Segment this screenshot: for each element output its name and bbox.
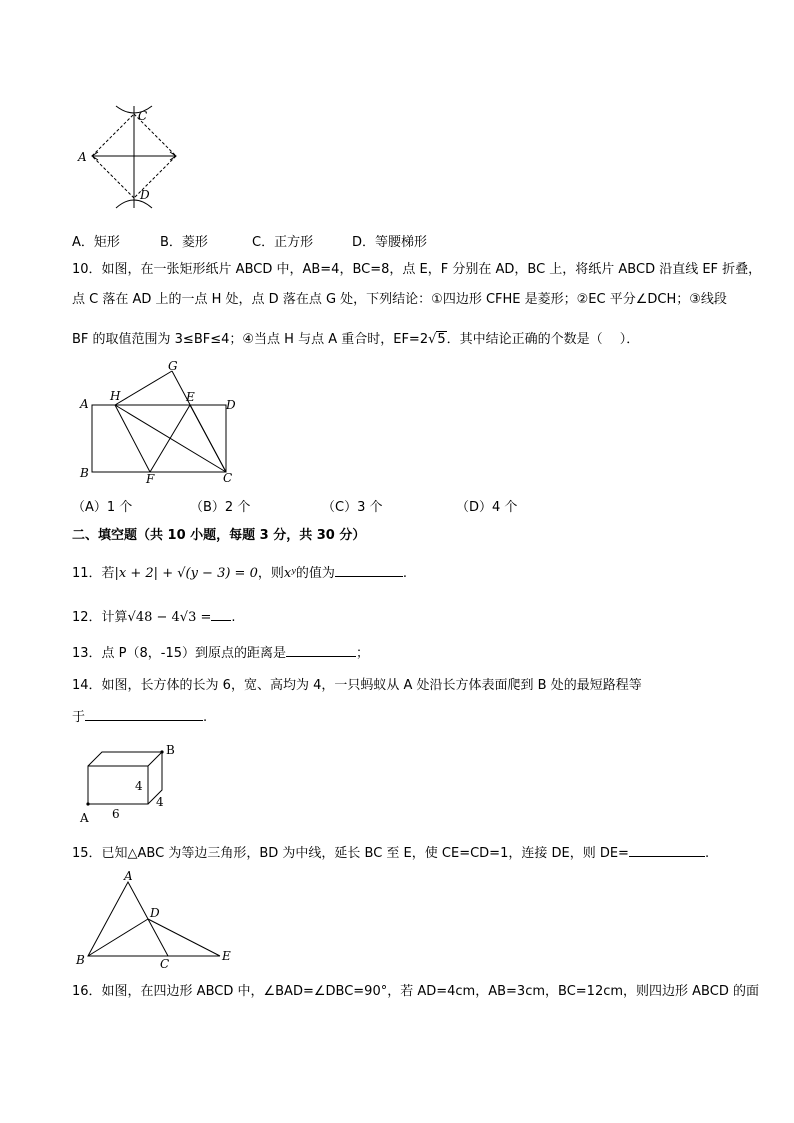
sqrt-5: √5 xyxy=(428,332,446,347)
q14-cuboid-figure xyxy=(72,738,192,828)
q11-expression: |x + 2| + √(y − 3) = 0 xyxy=(114,566,258,581)
q10-choice-a: （A）1 个 xyxy=(72,500,133,515)
q10-line-2: 点 C 落在 AD 上的一点 H 处，点 D 落在点 G 处，下列结论：①四边形 CFHE 是菱形；②EC 平分∠DCH；③线段 xyxy=(72,292,727,307)
label-A: A xyxy=(80,397,89,411)
q10-line-3 xyxy=(72,330,639,350)
label-F: F xyxy=(146,472,155,486)
label-B: B xyxy=(80,466,89,480)
label-H: H xyxy=(110,389,121,403)
q15-triangle-figure xyxy=(72,868,242,972)
label-C: C xyxy=(223,471,233,485)
label-length: 6 xyxy=(112,807,120,821)
q10-choice-c: （C）3 个 xyxy=(322,500,383,515)
q10-line-3-post: ．其中结论正确的个数是（ ）． xyxy=(446,332,640,347)
q9-choice-c: C．正方形 xyxy=(252,235,314,250)
label-A: A xyxy=(124,869,133,883)
label-E: E xyxy=(186,390,195,404)
q14-line-2: 于 . xyxy=(72,706,207,728)
q13-line: 13．点 P（8，-15）到原点的距离是 ； xyxy=(72,642,369,664)
label-B: B xyxy=(76,953,85,967)
q15-line: 15．已知△ABC 为等边三角形，BD 为中线，延长 BC 至 E，使 CE=CD=1，连接 DE，则 DE= . xyxy=(72,842,709,864)
label-D: D xyxy=(150,906,160,920)
q11-answer-blank[interactable] xyxy=(335,562,403,577)
section-2-heading: 二、填空题（共 10 小题，每题 3 分，共 30 分） xyxy=(72,528,366,543)
q11-power: xʸ xyxy=(283,566,296,581)
label-width: 4 xyxy=(156,795,164,809)
q9-choice-b: B．菱形 xyxy=(160,235,208,250)
label-C: C xyxy=(138,109,148,123)
q13-answer-blank[interactable] xyxy=(286,642,356,657)
q9-choice-d: D．等腰梯形 xyxy=(352,235,428,250)
label-C: C xyxy=(160,957,170,971)
q10-line-3-pre: BF 的取值范围为 3≤BF≤4；④当点 H 与点 A 重合时，EF=2 xyxy=(72,332,429,347)
q15-answer-blank[interactable] xyxy=(629,842,705,857)
q9-construction-figure xyxy=(72,100,192,212)
q12-expression: √48 − 4√3 = xyxy=(127,610,212,625)
label-D: D xyxy=(140,188,150,202)
label-E: E xyxy=(222,949,231,963)
label-A: A xyxy=(78,150,87,164)
q14-line-1: 14．如图，长方体的长为 6，宽、高均为 4，一只蚂蚁从 A 处沿长方体表面爬到 B 处的最短路程等 xyxy=(72,678,642,693)
q11-line: 11．若|x + 2| + √(y − 3) = 0，则xʸ的值为 . xyxy=(72,562,407,584)
q10-choice-d: （D）4 个 xyxy=(456,500,518,515)
label-height: 4 xyxy=(135,779,143,793)
q16-line: 16．如图，在四边形 ABCD 中，∠BAD=∠DBC=90°，若 AD=4cm，AB=3cm，BC=12cm，则四边形 ABCD 的面 xyxy=(72,984,759,999)
q10-rectangle-fold-figure xyxy=(72,358,252,486)
q14-answer-blank[interactable] xyxy=(85,706,203,721)
q10-choice-b: （B）2 个 xyxy=(190,500,251,515)
q12-line: 12．计算√48 − 4√3 = . xyxy=(72,606,236,628)
q12-answer-blank[interactable] xyxy=(211,606,231,621)
label-G: G xyxy=(168,359,178,373)
label-B: B xyxy=(166,743,175,757)
q9-choice-a: A．矩形 xyxy=(72,235,120,250)
label-D: D xyxy=(226,398,236,412)
q10-line-1: 10．如图，在一张矩形纸片 ABCD 中，AB=4，BC=8，点 E，F 分别在 AD，BC 上，将纸片 ABCD 沿直线 EF 折叠， xyxy=(72,262,762,277)
label-A: A xyxy=(80,811,89,825)
